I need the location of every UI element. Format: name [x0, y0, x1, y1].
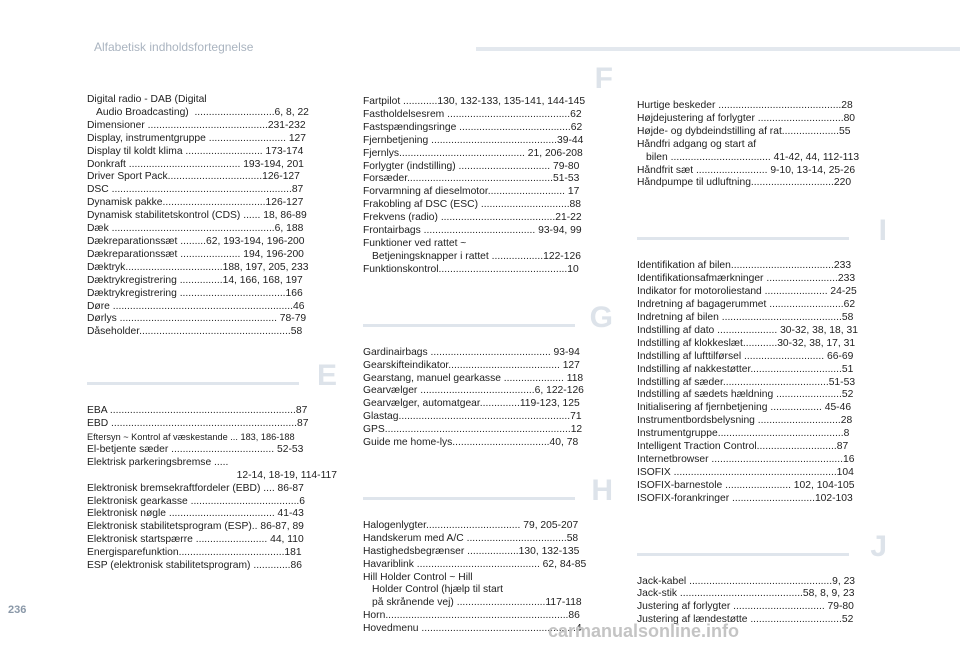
index-entry: Hovedmenu ......................................................4 [363, 623, 582, 635]
index-entry: Fastholdelsesrem ...........................................62 [363, 108, 582, 120]
index-entry: Frekvens (radio) ........................................21-22 [363, 212, 582, 224]
index-entry: Instrumentgruppe............................................8 [637, 428, 850, 440]
section-divider [637, 237, 849, 240]
index-entry: Indstilling af klokkeslæt............30-32, 38, 17, 31 [637, 337, 856, 349]
index-entry: Dækreparationssæt .........62, 193-194, 196-200 [87, 235, 305, 247]
section-header-i [637, 210, 887, 246]
index-column-3 [637, 100, 887, 627]
index-entry: Gearvælger ........................................6, 122-126 [363, 385, 584, 397]
index-entry: Forvarmning af dieselmotor........................... 17 [363, 186, 580, 198]
index-entry: EBD .................................................................87 [87, 418, 309, 430]
index-entry: Fjernbetjening ............................................39-44 [363, 134, 584, 146]
index-entry: Guide me home-lys..................................40, 78 [363, 437, 579, 449]
index-entry: Energisparefunktion.....................................181 [87, 547, 302, 559]
entry-group-h [363, 520, 613, 636]
index-entry: Identifikationsafmærkninger .........................233 [637, 273, 856, 285]
section-letter-g: G [589, 300, 613, 334]
section-letter-h: H [591, 473, 613, 507]
index-entry: GPS.................................................................12 [363, 424, 583, 436]
index-entry: Dæktrykregistrering .....................................166 [87, 287, 303, 299]
section-header-e [87, 355, 337, 391]
section-divider [637, 553, 849, 556]
index-entry: Indstilling af dato ..................... 30-32, 38, 18, 31 [637, 324, 858, 336]
index-entry: ESP (elektronisk stabilitetsprogram) .............86 [87, 560, 302, 572]
index-entry: Hastighedsbegrænser ..................130, 132-135 [363, 545, 580, 557]
index-entry: Elektronisk nøgle ..................................... 41-43 [87, 508, 304, 520]
index-entry: Display til koldt klima ........................... 173-174 [87, 145, 304, 157]
page-number: 236 [8, 604, 27, 616]
index-entry: Justering af forlygter ................................ 79-80 [637, 601, 854, 613]
index-entry: Elektronisk gearkasse ......................................6 [87, 495, 306, 507]
index-entry: Frakobling af DSC (ESC) ...............................88 [363, 199, 582, 211]
index-entry: Håndfrit sæt ......................... 9-10, 13-14, 25-26 [637, 164, 856, 176]
index-entry: ISOFIX-barnestole ....................... 102, 104-105 [637, 479, 855, 491]
index-entry: Initialisering af fjernbetjening .................. 45-46 [637, 402, 852, 414]
section-divider [363, 497, 575, 500]
index-entry: Døre ...............................................................46 [87, 300, 305, 312]
index-entry: Højde- og dybdeindstilling af rat....................55 [637, 125, 851, 137]
entry-group-i [637, 260, 887, 505]
section-header-j [637, 526, 887, 562]
index-entry: Gearvælger, automatgear..............119-123, 125 [363, 398, 580, 410]
index-entry: Indretning af bagagerummet ..........................62 [637, 299, 856, 311]
index-entry: Hill Holder Control ~ Hill [363, 571, 473, 583]
index-entry: Horn................................................................86 [363, 610, 580, 622]
index-entry: Identifikation af bilen....................................233 [637, 260, 852, 272]
index-entry: Dækreparationssæt ..................... 194, 196-200 [87, 248, 304, 260]
section-header-f [363, 62, 613, 94]
index-entry: Justering af lændestøtte ................................52 [637, 614, 854, 626]
entry-group-d [87, 94, 337, 339]
index-entry: Indstilling af lufttilførsel ............................ 66-69 [637, 350, 854, 362]
index-entry: Indretning af bilen ..........................................58 [637, 311, 854, 323]
header-rule [476, 47, 960, 51]
index-entry: Donkraft ....................................... 193-194, 201 [87, 158, 304, 170]
section-divider [363, 324, 575, 327]
index-entry: Display, instrumentgruppe ........................... 127 [87, 132, 306, 144]
index-entry: Dæktrykregistrering ...............14, 166, 168, 197 [87, 274, 303, 286]
index-entry: Eftersyn ~ Kontrol af væskestande ... 183, 186-188 [87, 432, 295, 443]
index-entry: ISOFIX .........................................................104 [637, 466, 854, 478]
index-entry: 12-14, 18-19, 114-117 [236, 469, 337, 481]
index-entry: Funktioner ved rattet ~ [363, 237, 467, 249]
index-entry: Dæk .........................................................6, 188 [87, 223, 304, 235]
index-entry: Fjernlys............................................ 21, 206-208 [363, 147, 583, 159]
index-entry: Digital radio - DAB (Digital [87, 94, 207, 105]
index-entry: Fartpilot ............130, 132-133, 135-141, 144-145 [363, 96, 586, 107]
index-entry: Indstilling af sædets hældning .......................52 [637, 389, 854, 401]
entry-group-h-cont [637, 100, 887, 190]
section-letter-f: F [594, 62, 613, 95]
index-entry: Dåseholder.....................................................58 [87, 326, 303, 338]
index-entry: Elektrisk parkeringsbremse ..... [87, 456, 229, 468]
index-entry: Håndpumpe til udluftning.............................220 [637, 177, 852, 189]
index-entry: Betjeningsknapper i rattet ..................122-126 [372, 250, 581, 262]
index-entry: Jack-stik ...........................................58, 8, 9, 23 [637, 588, 855, 600]
section-header-h [363, 470, 613, 506]
index-entry: bilen ................................... 41-42, 44, 112-113 [646, 151, 860, 163]
index-entry: på skrånende vej) ...............................117-118 [372, 597, 582, 609]
index-entry: Indstilling af nakkestøtter................................51 [637, 363, 854, 375]
index-entry: Glastag............................................................71 [363, 411, 582, 423]
index-entry: ISOFIX-forankringer .............................102-103 [637, 492, 853, 504]
index-entry: Halogenlygter................................. 79, 205-207 [363, 519, 579, 531]
index-entry: Elektronisk bremsekraftfordeler (EBD) .... 86-87 [87, 482, 304, 494]
index-entry: Havariblink ........................................... 62, 84-85 [363, 558, 587, 570]
index-entry: Intelligent Traction Control............................87 [637, 441, 849, 453]
index-entry: Driver Sport Pack.................................126-127 [87, 171, 300, 183]
index-entry: Dæktryk..................................188, 197, 205, 233 [87, 261, 309, 273]
index-entry: Hurtige beskeder ...........................................28 [637, 100, 853, 111]
index-entry: Frontairbags ....................................... 93-94, 99 [363, 225, 582, 237]
index-entry: Dørlys ....................................................... 78-79 [87, 313, 307, 325]
index-entry: Dynamisk pakke....................................126-127 [87, 197, 304, 209]
index-entry: Handskerum med A/C ...................................58 [363, 532, 579, 544]
section-divider [87, 382, 299, 385]
index-entry: Fastspændingsringe .......................................62 [363, 121, 583, 133]
index-entry: Funktionskontrol.............................................10 [363, 263, 579, 275]
index-entry: Jack-kabel ..................................................9, 23 [637, 575, 856, 587]
entry-group-e [87, 405, 337, 573]
index-entry: Elektronisk stabilitetsprogram (ESP).. 86-87, 89 [87, 521, 304, 533]
index-entry: Gearskifteindikator....................................... 127 [363, 359, 580, 371]
entry-group-g [363, 347, 613, 450]
index-entry: Forlygter (indstilling) ................................ 79-80 [363, 160, 580, 172]
index-entry: Indikator for motoroliestand ...................... 24-25 [637, 286, 857, 298]
index-entry: Forsæder...................................................51-53 [363, 173, 580, 185]
index-entry: DSC ...............................................................87 [87, 184, 304, 196]
index-entry: Holder Control (hjælp til start [372, 584, 504, 596]
section-letter-i: I [878, 214, 887, 248]
entry-group-f [363, 96, 613, 277]
index-entry: Indstilling af sæder.....................................51-53 [637, 376, 856, 388]
index-entry: Elektronisk startspærre ......................... 44, 110 [87, 534, 304, 546]
entry-group-j [637, 576, 887, 628]
index-entry: Håndfri adgang og start af [637, 138, 757, 150]
index-entry: Gardinairbags .......................................... 93-94 [363, 346, 580, 358]
index-column-1 [87, 94, 337, 573]
section-letter-e: E [316, 359, 337, 393]
index-entry: Internetbrowser ..............................................16 [637, 453, 855, 465]
section-letter-j: J [870, 529, 887, 563]
index-entry: Instrumentbordsbelysning .............................28 [637, 415, 853, 427]
watermark: carmanualsonline.info [548, 621, 740, 641]
index-column-2 [363, 62, 613, 636]
index-entry: Dimensioner ..........................................231-232 [87, 119, 306, 131]
index-entry: Højdejustering af forlygter ..............................80 [637, 112, 856, 124]
index-entry: Audio Broadcasting) ............................6, 8, 22 [96, 106, 309, 118]
index-entry: Gearstang, manuel gearkasse ..................... 118 [363, 372, 584, 384]
page-header-title: Alfabetisk indholdsfortegnelse [94, 40, 254, 54]
index-entry: EBA .................................................................87 [87, 405, 308, 417]
index-entry: Dynamisk stabilitetskontrol (CDS) ...... 18, 86-89 [87, 210, 307, 222]
section-header-g [363, 297, 613, 333]
index-entry: El-betjente sæder .................................... 52-53 [87, 443, 304, 455]
